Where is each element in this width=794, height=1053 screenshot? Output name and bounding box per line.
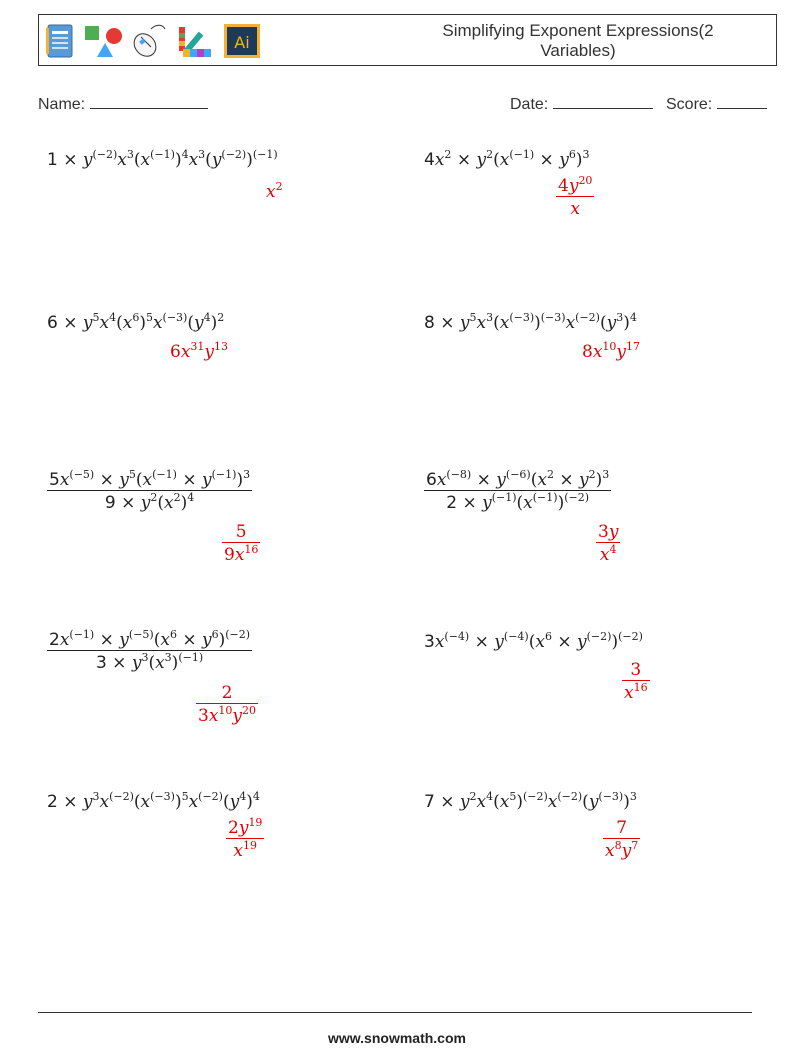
problem-8: $3x^{(-4)} \times y^{(-4)}(x^6 \times y^{(-2)})^{(-2)}$ (424, 630, 643, 652)
answer-4: $8x^{10}y^{17}$ (582, 340, 641, 362)
name-field (38, 92, 208, 114)
problem-1: $1 \times y^{(-2)}x^3(x^{(-1)})^4x^3(y^{(-2)})^{(-1)}$ (47, 148, 278, 170)
problem-2: $4x^2 \times y^2(x^{(-1)} \times y^6)^3$ (424, 148, 590, 170)
name-label: Name: (38, 96, 86, 113)
problem-10: $7 \times y^2x^4(x^5)^{(-2)}x^{(-2)}(y^{(-3)})^3$ (424, 790, 637, 812)
illustrator-icon (223, 23, 261, 59)
problem-6: $\frac{6x^{(-8)} \times y^{(-6)}(x^2 \times y^2)^3}{2 \times y^{(-1)}(x^{(-1)})^{(-2)}}$ (426, 468, 610, 513)
header-icons (45, 20, 261, 62)
problem-4: $8 \times y^5x^3(x^{(-3)})^{(-3)}x^{(-2)}(y^3)^4$ (424, 311, 637, 333)
footer-divider (38, 1012, 752, 1013)
shapes-icon (83, 23, 123, 59)
page-title: Simplifying Exponent Expressions(2 Variables) (442, 21, 714, 60)
answer-6: $\frac{3y}{x^4}$ (598, 522, 619, 565)
score-label: Score: (666, 96, 713, 113)
notebook-icon (45, 23, 75, 59)
score-blank[interactable] (717, 92, 767, 109)
problem-9: $2 \times y^3x^{(-2)}(x^{(-3)})^5x^{(-2)}(y^4)^4$ (47, 790, 260, 812)
answer-10: $\frac{7}{x^8y^7}$ (605, 818, 639, 861)
answer-8: $\frac{3}{x^{16}}$ (624, 660, 648, 703)
answer-3: $6x^{31}y^{13}$ (170, 340, 229, 362)
problem-7: $\frac{2x^{(-1)} \times y^{(-5)}(x^6 \times y^6)^{(-2)}}{3 \times y^3(x^3)^{(-1)}}$ (49, 628, 251, 673)
date-field (510, 92, 653, 114)
footer-url[interactable]: www.snowmath.com (328, 1030, 466, 1046)
score-field (666, 92, 767, 114)
answer-1: $x^2$ (266, 180, 283, 202)
name-blank[interactable] (90, 92, 208, 109)
answer-5: $\frac{5}{9x^{16}}$ (224, 522, 259, 565)
problem-5: $\frac{5x^{(-5)} \times y^5(x^{(-1)} \times y^{(-1)})^3}{9 \times y^2(x^2)^4}$ (49, 468, 251, 513)
problem-3: $6 \times y^5x^4(x^6)^5x^{(-3)}(y^4)^2$ (47, 311, 225, 333)
answer-7: $\frac{2}{3x^{10}y^{20}}$ (198, 683, 257, 726)
date-blank[interactable] (553, 92, 653, 109)
mouse-icon (131, 23, 167, 59)
illustrator-icon-text: Ai (234, 33, 250, 52)
pencils-palette-icon (175, 23, 215, 59)
worksheet-header (38, 14, 777, 66)
date-label: Date: (510, 96, 549, 113)
answer-2: $\frac{4y^{20}}{x}$ (558, 174, 593, 219)
answer-9: $\frac{2y^{19}}{x^{19}}$ (228, 816, 263, 861)
